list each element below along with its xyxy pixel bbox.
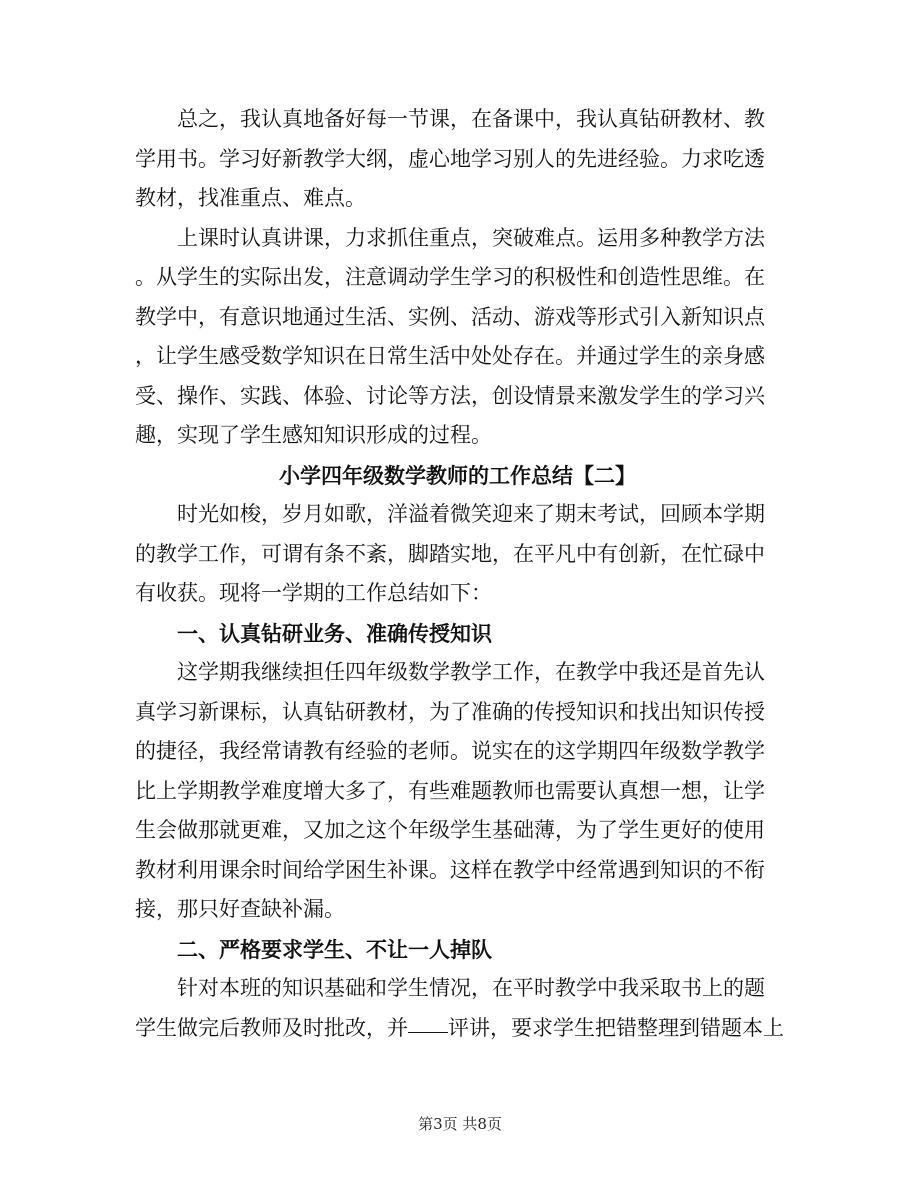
text-line: ，让学生感受数学知识在日常生活中处处存在。并通过学生的亲身感: [135, 344, 765, 368]
fill-in-blank: [408, 1031, 448, 1033]
text-line: 生会做那就更难，又加之这个年级学生基础薄，为了学生更好的使用: [135, 818, 765, 842]
paragraph-teaching: [135, 219, 780, 456]
text-line: 的捷径，我经常请教有经验的老师。说实在的这学期四年级数学教学: [135, 739, 765, 763]
text-line: 。从学生的实际出发，注意调动学生学习的积极性和创造性思维。在: [135, 265, 765, 289]
text-line: [135, 1009, 784, 1049]
text-line: 教材利用课余时间给学困生补课。这样在教学中经常遇到知识的不衔: [135, 857, 765, 882]
text-line: 真学习新课标，认真钻研教材，为了准确的传授知识和找出知识传授: [135, 699, 765, 724]
section-title: 小学四年级数学教师的工作总结【二】: [279, 462, 636, 488]
heading-study-business: 一、认真钻研业务、准确传授知识: [177, 620, 492, 646]
text-line: 时光如梭，岁月如歌，洋溢着微笑迎来了期末考试，回顾本学期: [135, 502, 765, 526]
paragraph-intro: [135, 495, 780, 614]
text-segment: 学生做完后教师及时批改，并: [135, 1015, 408, 1040]
text-line: 总之，我认真地备好每一节课，在备课中，我认真钻研教材、教: [135, 107, 765, 131]
document-body: [135, 100, 784, 1048]
text-line: 趣，实现了学生感知知识形成的过程。: [135, 423, 492, 447]
text-segment: 评讲，要求学生把错整理到错题本上: [448, 1015, 784, 1040]
text-line: 教学中，有意识地通过生活、实例、活动、游戏等形式引入新知识点: [135, 304, 765, 329]
page-number: 第3页 共8页: [418, 1115, 502, 1133]
text-line: 的教学工作，可谓有条不紊，脚踏实地，在平凡中有创新，在忙碌中: [135, 541, 765, 566]
text-line: 接，那只好查缺补漏。: [135, 897, 345, 921]
heading-strict-requirements: 二、严格要求学生、不让一人掉队: [177, 936, 492, 962]
text-line: 针对本班的知识基础和学生情况，在平时教学中我采取书上的题: [135, 976, 765, 1000]
paragraph-study-business: [135, 653, 780, 930]
text-line: 这学期我继续担任四年级数学教学工作，在教学中我还是首先认: [135, 660, 765, 684]
paragraph-lesson-prep: [135, 100, 780, 219]
text-line: 教材，找准重点、难点。: [135, 186, 366, 210]
text-line: 上课时认真讲课，力求抓住重点，突破难点。运用多种教学方法: [135, 225, 765, 250]
paragraph-strict-requirements: [135, 969, 784, 1048]
text-line: 受、操作、实践、体验、讨论等方法，创设情景来激发学生的学习兴: [135, 383, 765, 408]
text-line: 比上学期教学难度增大多了，有些难题教师也需要认真想一想，让学: [135, 778, 765, 803]
text-line: 有收获。现将一学期的工作总结如下：: [135, 581, 492, 605]
text-line: 学用书。学习好新教学大纲，虚心地学习别人的先进经验。力求吃透: [135, 146, 765, 171]
